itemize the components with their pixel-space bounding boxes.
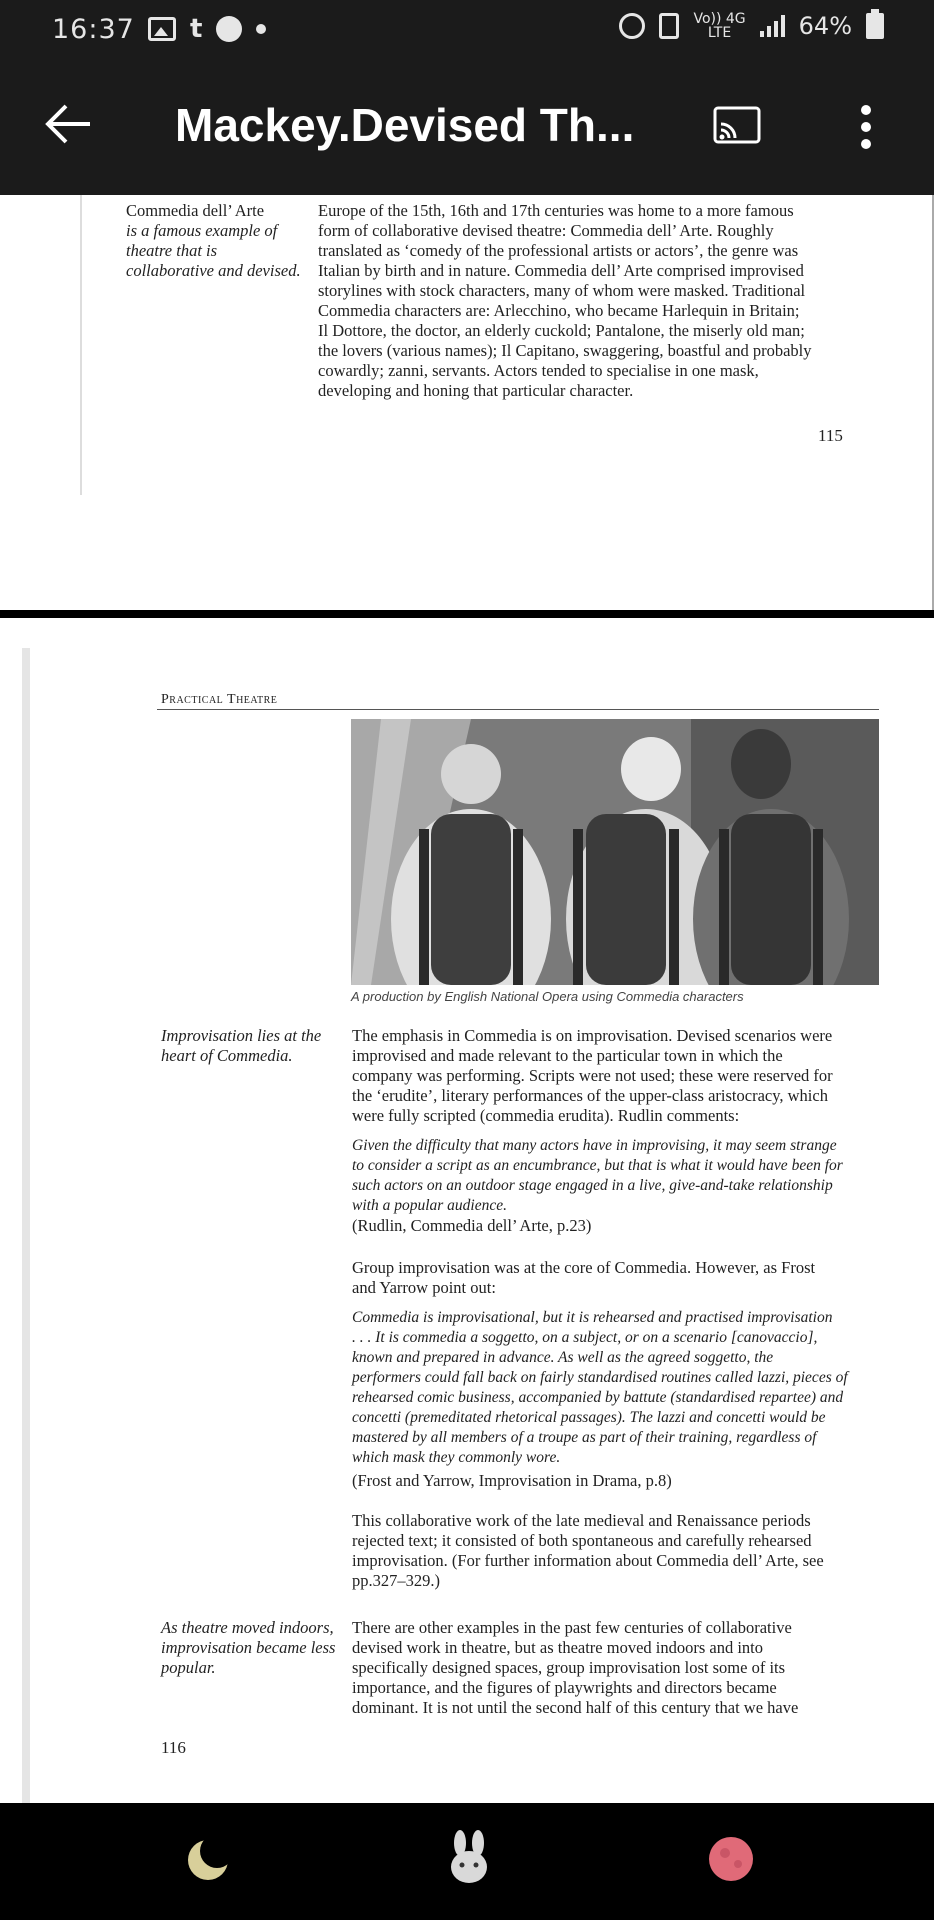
text-line: the ‘erudite’, literary performances of the upper-class aristocracy, which (352, 1086, 828, 1105)
text-line: importance, and the figures of playwrights and directors became (352, 1678, 777, 1697)
citation-frost-yarrow: (Frost and Yarrow, Improvisation in Drama, p.8) (352, 1471, 672, 1490)
margin-line: collaborative and devised. (126, 261, 301, 280)
text-line: Commedia characters are: Arlecchino, who became Harlequin in Britain; (318, 301, 800, 320)
quote-line: such actors on an outdoor stage engaged in a live, give-and-take relationship (352, 1177, 833, 1194)
network-top-label: Vo)) 4G (693, 11, 746, 27)
paragraph-2 (352, 1258, 892, 1298)
moon-icon[interactable] (183, 1835, 233, 1885)
text-line: company was performing. Scripts were not used; these were reserved for (352, 1066, 833, 1085)
quote-line: to consider a script as an encumbrance, but that is what it would have been for (352, 1157, 843, 1174)
text-line: translated as ‘comedy of the professional artists or actors’, the genre was (318, 241, 799, 260)
more-vert-icon[interactable] (858, 104, 874, 150)
page-number: 115 (818, 426, 843, 445)
alarm-icon (619, 13, 645, 39)
bunny-icon[interactable] (446, 1829, 492, 1885)
quote-line: concetti (premeditated rhetorical passages). The lazzi and concetti would be (352, 1409, 826, 1426)
battery-icon (866, 13, 884, 39)
margin-line: Commedia dell’ Arte (126, 201, 265, 220)
photo-figures (351, 719, 879, 985)
notification-dot-icon (256, 24, 266, 34)
text-line: The emphasis in Commedia is on improvisation. Devised scenarios were (352, 1026, 833, 1045)
status-left-icons (148, 14, 266, 44)
status-time: 16:37 (52, 14, 135, 45)
text-line: There are other examples in the past few centuries of collaborative (352, 1618, 792, 1637)
t-icon: t (190, 14, 203, 44)
status-right-icons (619, 12, 884, 40)
quote-line: Given the difficulty that many actors have in improvising, it may seem strange (352, 1137, 837, 1154)
quote-line: known and prepared in advance. As well as the agreed soggetto, the (352, 1349, 774, 1366)
quote-line: mastered by all members of a troupe as part of their training, regardless of (352, 1429, 817, 1446)
paragraph-1 (352, 1026, 892, 1126)
signal-icon (760, 15, 785, 37)
text-line: Italian by birth and in nature. Commedia dell’ Arte comprised improvised (318, 261, 804, 280)
margin-line: improvisation became less (161, 1638, 336, 1657)
text-line: the lovers (various names); Il Capitano, swaggering, boastful and probably (318, 341, 812, 360)
citation-rudlin: (Rudlin, Commedia dell’ Arte, p.23) (352, 1216, 592, 1235)
back-arrow-icon[interactable] (42, 98, 94, 150)
page-number: 116 (161, 1738, 186, 1757)
quote-line: Commedia is improvisational, but it is rehearsed and practised improvisation (352, 1309, 833, 1326)
status-bar (0, 0, 934, 60)
quote-rudlin (352, 1136, 892, 1216)
photo-caption: A production by English National Opera using Commedia characters (351, 989, 744, 1004)
text-line: pp.327–329.) (352, 1571, 440, 1590)
network-label (693, 12, 745, 40)
lte-label: LTE (707, 25, 732, 41)
battery-saver-icon (659, 13, 679, 39)
margin-note-improvisation (161, 1026, 341, 1066)
margin-note-indoors (161, 1618, 341, 1678)
battery-percent: 64% (798, 12, 852, 40)
document-page-116[interactable] (0, 618, 934, 1803)
page-shadow (22, 648, 30, 1803)
paragraph-4 (352, 1618, 892, 1718)
margin-line: theatre that is (126, 241, 218, 260)
text-line: improvisation. (For further information about Commedia dell’ Arte, see (352, 1551, 824, 1570)
pink-orb-icon[interactable] (707, 1835, 755, 1883)
quote-line: performers could fall back on fairly standardised routines called lazzi, pieces of (352, 1369, 848, 1386)
gallery-icon (148, 17, 176, 41)
cast-icon[interactable] (713, 106, 761, 144)
text-line: devised work in theatre, but as theatre moved indoors and into (352, 1638, 764, 1657)
face-icon (216, 16, 242, 42)
text-line: Il Dottore, the doctor, an elderly cuckold; Pantalone, the miserly old man; (318, 321, 805, 340)
app-bar (0, 60, 934, 195)
text-line: form of collaborative devised theatre: Commedia dell’ Arte. Roughly (318, 221, 774, 240)
text-line: cowardly; zanni, servants. Actors tended to specialise in one mask, (318, 361, 759, 380)
margin-line: is a famous example of (126, 221, 278, 240)
margin-line: Improvisation lies at the (161, 1026, 322, 1045)
margin-line: heart of Commedia. (161, 1046, 293, 1065)
text-line: rejected text; it consisted of both spontaneous and carefully rehearsed (352, 1531, 812, 1550)
text-line: dominant. It is not until the second half of this century that we have (352, 1698, 799, 1717)
quote-line: . . . It is commedia a soggetto, on a subject, or on a scenario [canovaccio], (352, 1329, 818, 1346)
margin-line: As theatre moved indoors, (161, 1618, 334, 1637)
text-line: and Yarrow point out: (352, 1278, 496, 1297)
text-line: This collaborative work of the late medieval and Renaissance periods (352, 1511, 811, 1530)
commedia-photo (351, 719, 879, 985)
page-separator (0, 610, 934, 618)
text-line: were fully scripted (commedia erudita). Rudlin comments: (352, 1106, 740, 1125)
text-line: Group improvisation was at the core of Commedia. However, as Frost (352, 1258, 816, 1277)
body-paragraph (318, 201, 888, 401)
margin-note (126, 201, 316, 281)
text-line: Europe of the 15th, 16th and 17th centuries was home to a more famous (318, 201, 794, 220)
text-line: specifically designed spaces, group improvisation lost some of its (352, 1658, 786, 1677)
running-head: Practical Theatre (161, 692, 278, 707)
text-line: improvised and made relevant to the particular town in which the (352, 1046, 783, 1065)
text-line: storylines with stock characters, many of whom were masked. Traditional (318, 281, 806, 300)
page-shadow (80, 195, 82, 495)
margin-line: popular. (161, 1658, 216, 1677)
quote-line: which mask they commonly wore. (352, 1449, 561, 1466)
quote-line: with a popular audience. (352, 1197, 507, 1214)
text-line: developing and honing that particular character. (318, 381, 634, 400)
bottom-nav (0, 1803, 934, 1920)
quote-frost-yarrow (352, 1308, 892, 1468)
paragraph-3 (352, 1511, 892, 1591)
document-page-115[interactable] (0, 195, 934, 610)
header-rule (157, 709, 879, 710)
document-title: Mackey.Devised Th... (175, 99, 635, 151)
quote-line: rehearsed comic business, accompanied by battute (standardised repartee) and (352, 1389, 844, 1406)
